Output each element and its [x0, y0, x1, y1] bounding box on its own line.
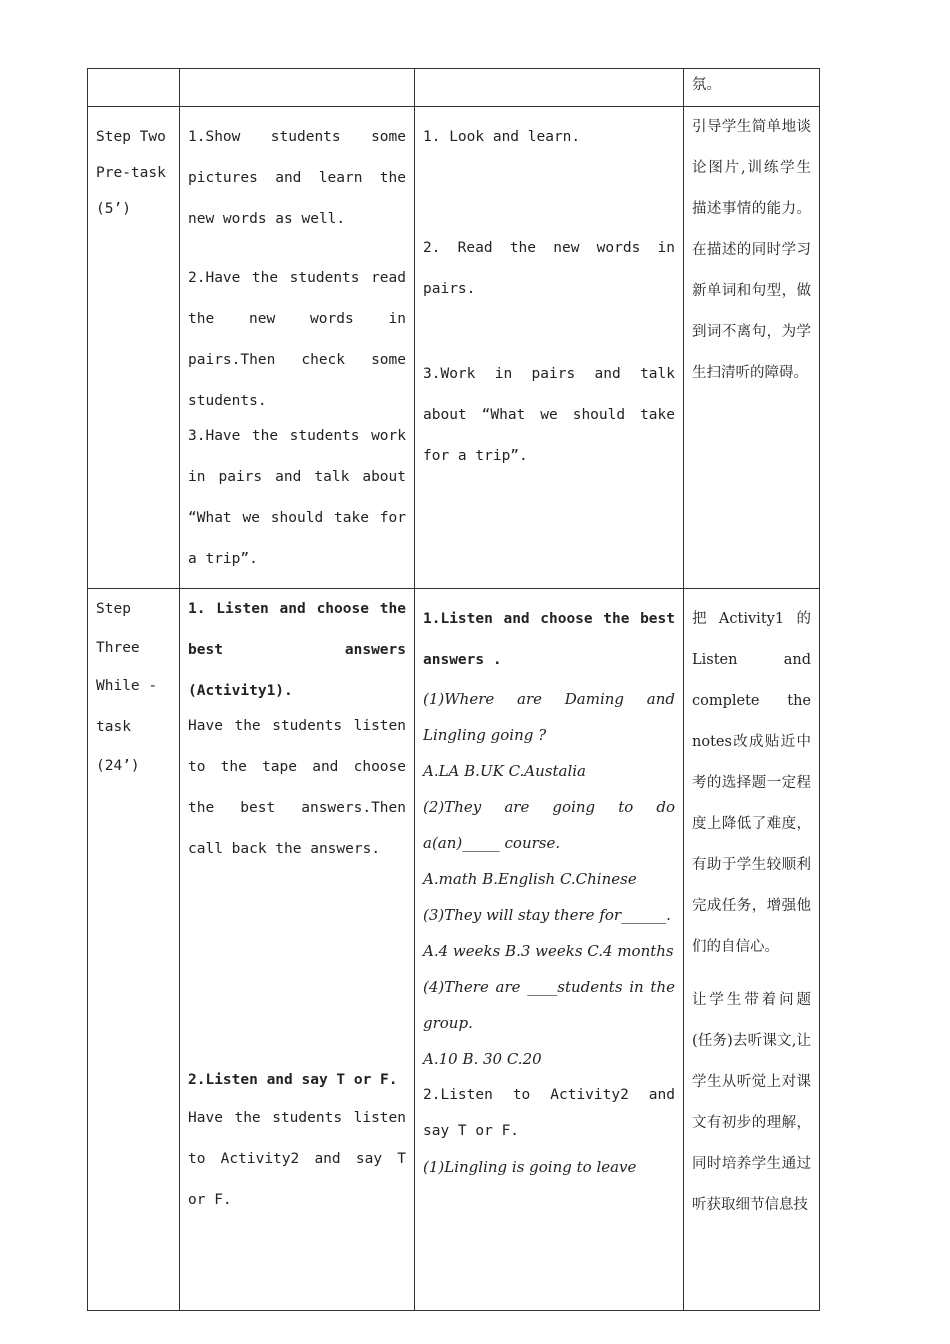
teacher-activity-cell — [180, 69, 415, 107]
purpose-text: 引导学生简单地谈论图片,训练学生描述事情的能力。在描述的同时学习新单词和句型，做到词不离句，为学生扫清听的障碍。 — [692, 119, 811, 381]
teacher-step-2: 2.Have the students read the new words in pairs.Then check some students. — [188, 270, 406, 409]
student-step-1: 1. Look and learn. — [423, 129, 581, 145]
teacher-task-2-body: Have the students listen to Activity2 and say T or F. — [188, 1110, 406, 1208]
purpose-text-2: 让学生带着问题(任务)去听课文,让学生从听觉上对课文有初步的理解，同时培养学生通过听获取细节信息技 — [692, 992, 811, 1213]
teacher-task-2-title: 2.Listen and say T or F. — [188, 1072, 398, 1088]
question-4: (4)There are ____students in the group. — [423, 978, 675, 1032]
table-row — [88, 589, 820, 1311]
student-task-2-title: 2.Listen to Activity2 and say T or F. — [423, 1087, 675, 1139]
teacher-task-1-title: 1. Listen and choose the best answers (Activity1). — [188, 601, 406, 699]
step-cell — [88, 107, 180, 589]
question-1-options: A.LA B.UK C.Austalia — [423, 762, 586, 780]
question-2: (2)They are going to do a(an)_____ course. — [423, 798, 675, 852]
step-phase: Pre-task — [96, 165, 166, 181]
step-time: (24’) — [96, 758, 140, 774]
teacher-activity-cell — [180, 589, 415, 1311]
student-step-3: 3.Work in pairs and talk about “What we should take for a trip”. — [423, 366, 675, 464]
question-4-options: A.10 B. 30 C.20 — [423, 1050, 542, 1068]
lesson-plan-table — [87, 68, 820, 1311]
step-time: (5’) — [96, 201, 131, 217]
step-name: Step Two — [96, 129, 166, 145]
student-activity-cell — [415, 69, 684, 107]
student-task-1-title: 1.Listen and choose the best answers . — [423, 611, 675, 668]
purpose-text: 氛。 — [692, 77, 721, 93]
step-phase: While - — [96, 678, 158, 694]
table-row — [88, 107, 820, 589]
task-2-question-1: (1)Lingling is going to leave — [423, 1158, 637, 1176]
teacher-step-1: 1.Show students some pictures and learn the new words as well. — [188, 129, 406, 227]
step-name-2: Three — [96, 640, 140, 656]
question-2-options: A.math B.English C.Chinese — [423, 870, 637, 888]
teacher-step-3: 3.Have the students work in pairs and talk about “What we should take for a trip”. — [188, 428, 406, 567]
step-name: Step — [96, 601, 131, 617]
question-3-options: A.4 weeks B.3 weeks C.4 months — [423, 942, 674, 960]
purpose-cell — [684, 589, 820, 1311]
question-3: (3)They will stay there for______. — [423, 906, 671, 924]
step-cell — [88, 69, 180, 107]
student-activity-cell — [415, 589, 684, 1311]
student-activity-cell — [415, 107, 684, 589]
step-cell — [88, 589, 180, 1311]
table-row — [88, 69, 820, 107]
teacher-activity-cell — [180, 107, 415, 589]
teacher-task-1-body: Have the students listen to the tape and choose the best answers.Then call back the answers. — [188, 718, 406, 857]
purpose-cell — [684, 107, 820, 589]
purpose-cell — [684, 69, 820, 107]
question-1: (1)Where are Daming and Lingling going ? — [423, 690, 675, 744]
purpose-text-1: 把Activity1的Listen and complete the notes改成贴近中考的选择题一定程度上降低了难度，有助于学生较顺利完成任务，增强他们的自信心。 — [692, 611, 811, 955]
step-phase-2: task — [96, 719, 131, 735]
student-step-2: 2. Read the new words in pairs. — [423, 240, 675, 297]
